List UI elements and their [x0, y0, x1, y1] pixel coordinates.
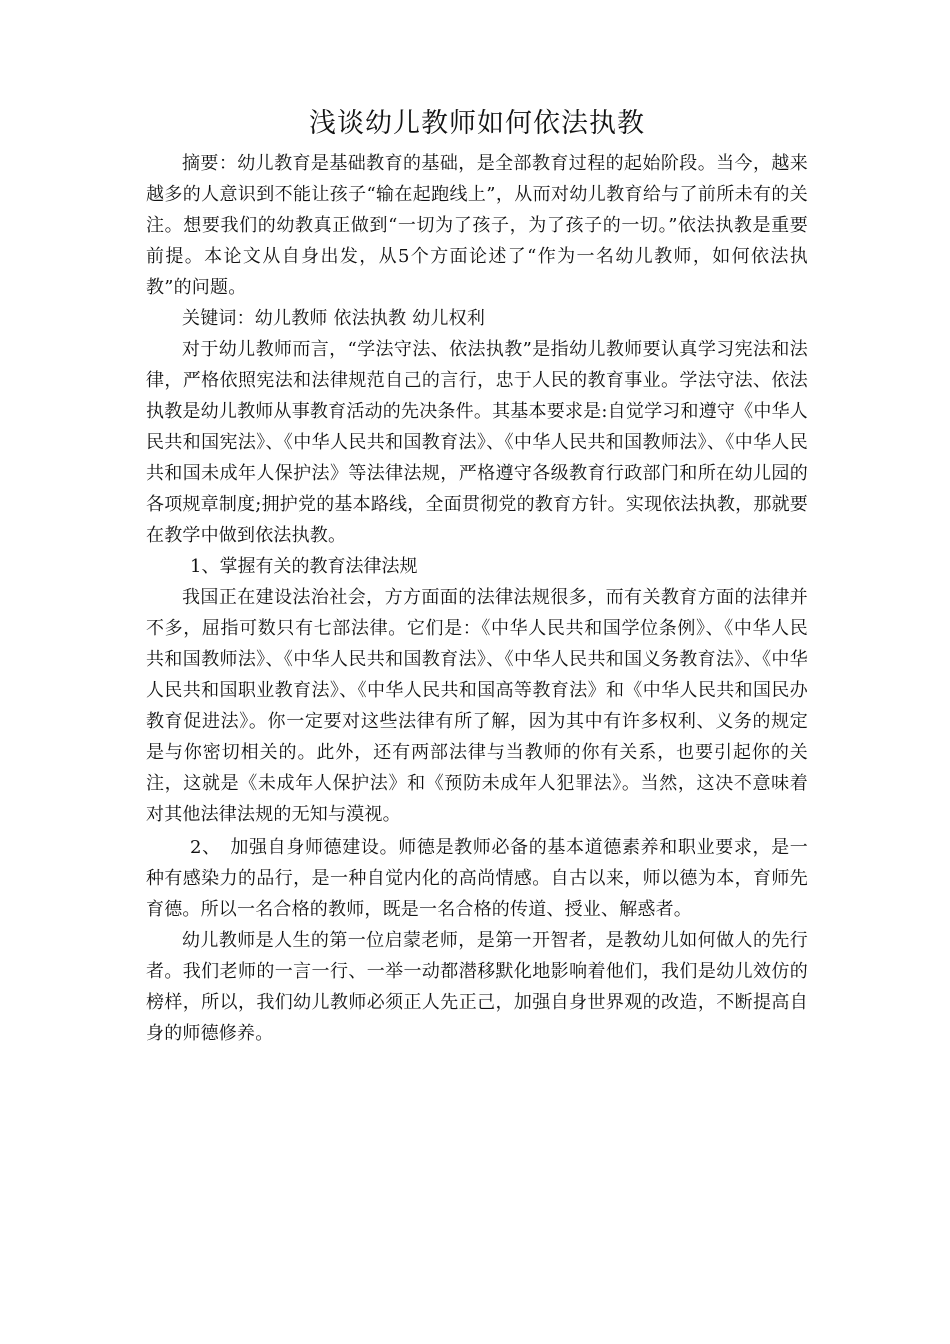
- document-page: [146, 104, 808, 1049]
- abstract-paragraph: 摘要：幼儿教育是基础教育的基础，是全部教育过程的起始阶段。当今，越来越多的人意识到不能让孩子“输在起跑线上”，从而对幼儿教育给与了前所未有的关注。想要我们的幼教真正做到“一切为了孩子，为了孩子的一切。”依法执教是重要前提。本论文从自身出发，从5个方面论述了“作为一名幼儿教师，如何依法执教”的问题。: [146, 153, 808, 298]
- document-title: 浅谈幼儿教师如何依法执教: [309, 108, 645, 139]
- keywords-line: 关键词：幼儿教师 依法执教 幼儿权利: [182, 308, 486, 329]
- section-2-paragraph: 2、 加强自身师德建设。师德是教师必备的基本道德素养和职业要求，是一种有感染力的品行，是一种自觉内化的高尚情感。自古以来，师以德为本，育师先育德。所以一名合格的教师，既是一名合格的传道、授业、解惑者。: [146, 837, 808, 920]
- intro-paragraph: 对于幼儿教师而言，“学法守法、依法执教”是指幼儿教师要认真学习宪法和法律，严格依照宪法和法律规范自己的言行，忠于人民的教育事业。学法守法、依法执教是幼儿教师从事教育活动的先决条件。其基本要求是:自觉学习和遵守《中华人民共和国宪法》、《中华人民共和国教育法》、《中华人民共和国教师法》、《中华人民共和国未成年人保护法》等法律法规，严格遵守各级教育行政部门和所在幼儿园的各项规章制度;拥护党的基本路线，全面贯彻党的教育方针。实现依法执教，那就要在教学中做到依法执教。: [146, 339, 808, 546]
- section-1-heading: 1、掌握有关的教育法律法规: [190, 556, 418, 577]
- section-1-paragraph: 我国正在建设法治社会，方方面面的法律法规很多，而有关教育方面的法律并不多，屈指可数只有七部法律。它们是：《中华人民共和国学位条例》、《中华人民共和国教师法》、《中华人民共和国教育法》、《中华人民共和国义务教育法》、《中华人民共和国职业教育法》、《中华人民共和国高等教育法》和《中华人民共和国民办教育促进法》。你一定要对这些法律有所了解，因为其中有许多权利、义务的规定是与你密切相关的。此外，还有两部法律与当教师的你有关系，也要引起你的关注，这就是《未成年人保护法》和《预防未成年人犯罪法》。当然，这决不意味着对其他法律法规的无知与漠视。: [146, 587, 808, 825]
- section-2-paragraph-2: 幼儿教师是人生的第一位启蒙老师，是第一开智者，是教幼儿如何做人的先行者。我们老师的一言一行、一举一动都潜移默化地影响着他们，我们是幼儿效仿的榜样，所以，我们幼儿教师必须正人先正己，加强自身世界观的改造，不断提高自身的师德修养。: [146, 930, 808, 1044]
